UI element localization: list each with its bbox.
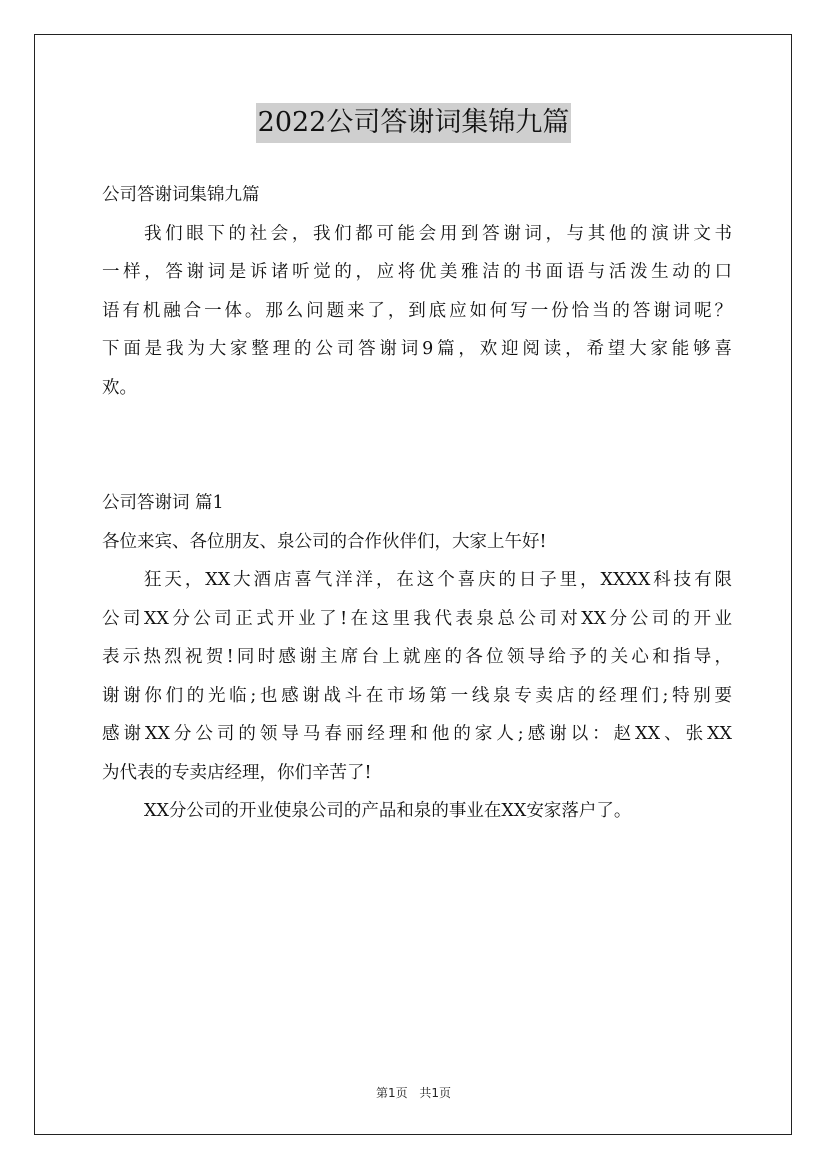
section-heading: 公司答谢词 篇1 bbox=[102, 493, 224, 513]
document-subtitle: 公司答谢词集锦九篇 bbox=[102, 185, 260, 205]
blank-line bbox=[102, 446, 732, 485]
section1-paragraph-2 bbox=[102, 792, 732, 831]
paragraph-line: XX分公司的开业使泉公司的产品和泉的事业在XX安家落户了。 bbox=[144, 801, 632, 821]
paragraph-line: 我们眼下的社会，我们都可能会用到答谢词，与其他的演讲文书 bbox=[144, 223, 732, 244]
page-footer bbox=[0, 1084, 827, 1101]
document-body bbox=[102, 176, 732, 831]
paragraph-line: 感谢XX分公司的领导马春丽经理和他的家人;感谢以：赵XX、张XX bbox=[102, 724, 732, 744]
document-title: 2022公司答谢词集锦九篇 bbox=[256, 103, 572, 143]
paragraph-line: 公司XX分公司正式开业了!在这里我代表泉总公司对XX分公司的开业 bbox=[102, 608, 732, 629]
paragraph-line: 一样，答谢词是诉诸听觉的，应将优美雅洁的书面语与活泼生动的口 bbox=[102, 262, 732, 282]
blank-line bbox=[102, 407, 732, 446]
section1-paragraph bbox=[102, 561, 732, 792]
intro-paragraph bbox=[102, 215, 732, 408]
paragraph-line: 下面是我为大家整理的公司答谢词9篇，欢迎阅读，希望大家能够喜 bbox=[102, 339, 732, 359]
page-number: 第1页 bbox=[375, 1086, 408, 1100]
title-container bbox=[0, 103, 827, 143]
paragraph-line: 语有机融合一体。那么问题来了，到底应如何写一份恰当的答谢词呢？ bbox=[102, 300, 732, 321]
paragraph-line: 欢。 bbox=[102, 377, 137, 398]
paragraph-line: 为代表的专卖店经理，你们辛苦了! bbox=[102, 762, 372, 783]
greeting-line: 各位来宾、各位朋友、泉公司的合作伙伴们，大家上午好! bbox=[102, 531, 547, 552]
page-total: 共1页 bbox=[419, 1086, 452, 1100]
paragraph-line: 谢谢你们的光临;也感谢战斗在市场第一线泉专卖店的经理们;特别要 bbox=[102, 685, 732, 706]
paragraph-line: 狂天，XX大酒店喜气洋洋，在这个喜庆的日子里，XXXX科技有限 bbox=[144, 570, 732, 590]
paragraph-line: 表示热烈祝贺!同时感谢主席台上就座的各位领导给予的关心和指导， bbox=[102, 647, 732, 667]
